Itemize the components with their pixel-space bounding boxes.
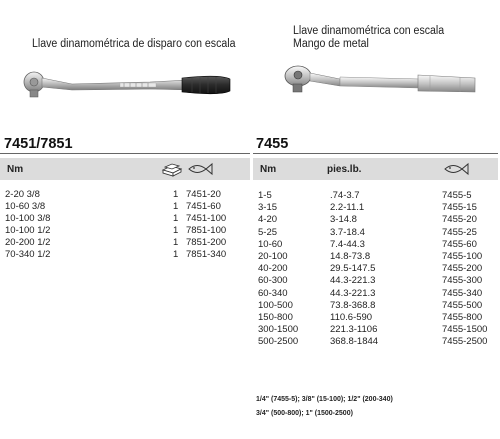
cell-nm: 3-15 [258, 202, 278, 214]
cell-ft-lb: 73.8-368.8 [330, 299, 376, 311]
cell-nm: 1-5 [258, 190, 272, 201]
column-header-nm: Nm [7, 164, 24, 175]
cell-nm: 10-100 3/8 [5, 213, 51, 224]
table-row [0, 249, 250, 261]
cell-nm: 4-20 [258, 214, 278, 226]
cell-ft-lb: 44.3-221.3 [330, 275, 376, 287]
table-row [253, 202, 498, 214]
cell-ref: 7455-60 [442, 238, 477, 250]
cell-ref: 7455-15 [442, 202, 477, 214]
cell-qty: 1 [173, 237, 179, 248]
cell-qty: 1 [173, 225, 179, 236]
cell-ref: 7451-20 [186, 189, 221, 200]
cell-ref: 7455-20 [442, 214, 477, 226]
table-row [253, 300, 498, 312]
table-row [0, 189, 250, 201]
cell-nm: 70-340 1/2 [5, 249, 51, 260]
table-header-right [253, 158, 498, 180]
cell-ref: 7451-100 [186, 213, 227, 224]
cell-qty: 1 [173, 213, 179, 224]
cell-ft-lb: 29.5-147.5 [330, 263, 376, 275]
cell-nm: 10-60 [258, 238, 283, 250]
cell-ref: 7455-800 [442, 312, 483, 323]
fish-icon [187, 162, 213, 176]
cell-ref: 7851-340 [186, 249, 227, 260]
cell-ft-lb: 368.8-1844 [330, 336, 379, 348]
stacked-boxes-icon [160, 161, 184, 177]
table-row [253, 336, 498, 348]
cell-nm: 500-2500 [258, 336, 299, 348]
cell-ref: 7455-100 [442, 251, 483, 262]
cell-ref: 7455-500 [442, 299, 483, 311]
cell-nm: 100-500 [258, 299, 293, 311]
table-row [253, 227, 498, 239]
metal-handle-torque-wrench-image [280, 60, 480, 110]
cell-ref: 7451-60 [186, 201, 221, 212]
cell-nm: 10-60 3/8 [5, 201, 46, 212]
product-caption-right-line2: Mango de metal [293, 38, 369, 50]
product-caption-left: Llave dinamométrica de disparo con escala [32, 38, 236, 50]
footnote-line1: 1/4" (7455-5); 3/8" (15-100); 1/2" (200-340) [256, 396, 393, 403]
cell-nm: 60-340 [258, 287, 288, 299]
cell-ref: 7455-200 [442, 263, 483, 275]
table-row [253, 214, 498, 226]
table-row [0, 201, 250, 213]
cell-nm: 40-200 [258, 263, 288, 275]
cell-ft-lb: 221.3-1106 [330, 324, 378, 336]
footnote-line2: 3/4" (500-800); 1" (1500-2500) [256, 410, 353, 417]
cell-ref: 7455-300 [442, 275, 483, 287]
cell-ref: 7455-1500 [442, 324, 488, 336]
table-row [253, 239, 498, 251]
product-caption-right-line1: Llave dinamométrica con escala [293, 25, 445, 37]
cell-ft-lb: 44.3-221.3 [330, 287, 376, 299]
cell-ft-lb: 110.6-590 [330, 312, 373, 323]
table-row [0, 237, 250, 249]
cell-ref: 7455-340 [442, 287, 483, 299]
cell-nm: 5-25 [258, 226, 278, 238]
cell-ft-lb: 14.8-73.8 [330, 251, 371, 262]
cell-nm: 20-100 [258, 251, 288, 262]
table-row [253, 288, 498, 300]
column-header-ft-lb: pies.lb. [327, 164, 362, 175]
cell-ft-lb: .74-3.7 [330, 190, 360, 201]
fish-icon [443, 162, 469, 176]
cell-ref: 7455-5 [442, 190, 472, 201]
table-header-left [0, 158, 250, 180]
cell-ref: 7455-2500 [442, 336, 488, 348]
cell-nm: 150-800 [258, 312, 293, 323]
section-rule-left [0, 153, 250, 154]
column-header-nm-right: Nm [260, 164, 277, 175]
cell-nm: 60-300 [258, 275, 288, 287]
cell-qty: 1 [173, 249, 179, 260]
table-row [253, 251, 498, 263]
cell-ft-lb: 3.7-18.4 [330, 226, 365, 238]
cell-nm: 20-200 1/2 [5, 237, 51, 248]
section-title-left: 7451/7851 [4, 136, 73, 152]
section-title-right: 7455 [256, 136, 289, 152]
cell-ref: 7851-100 [186, 225, 227, 236]
cell-ft-lb: 2.2-11.1 [330, 202, 365, 214]
cell-qty: 1 [173, 189, 179, 200]
table-row [253, 263, 498, 275]
cell-ref: 7851-200 [186, 237, 227, 248]
table-row [253, 275, 498, 287]
cell-nm: 300-1500 [258, 324, 299, 336]
cell-ft-lb: 3-14.8 [330, 214, 357, 226]
table-row [253, 324, 498, 336]
table-row [0, 225, 250, 237]
cell-ref: 7455-25 [442, 226, 477, 238]
table-row [0, 213, 250, 225]
trigger-torque-wrench-image [20, 66, 235, 110]
table-row [253, 190, 498, 202]
cell-qty: 1 [173, 201, 179, 212]
cell-nm: 2-20 3/8 [5, 189, 40, 200]
section-rule-right [253, 153, 498, 154]
table-row [253, 312, 498, 324]
cell-nm: 10-100 1/2 [5, 225, 51, 236]
cell-ft-lb: 7.4-44.3 [330, 238, 365, 250]
